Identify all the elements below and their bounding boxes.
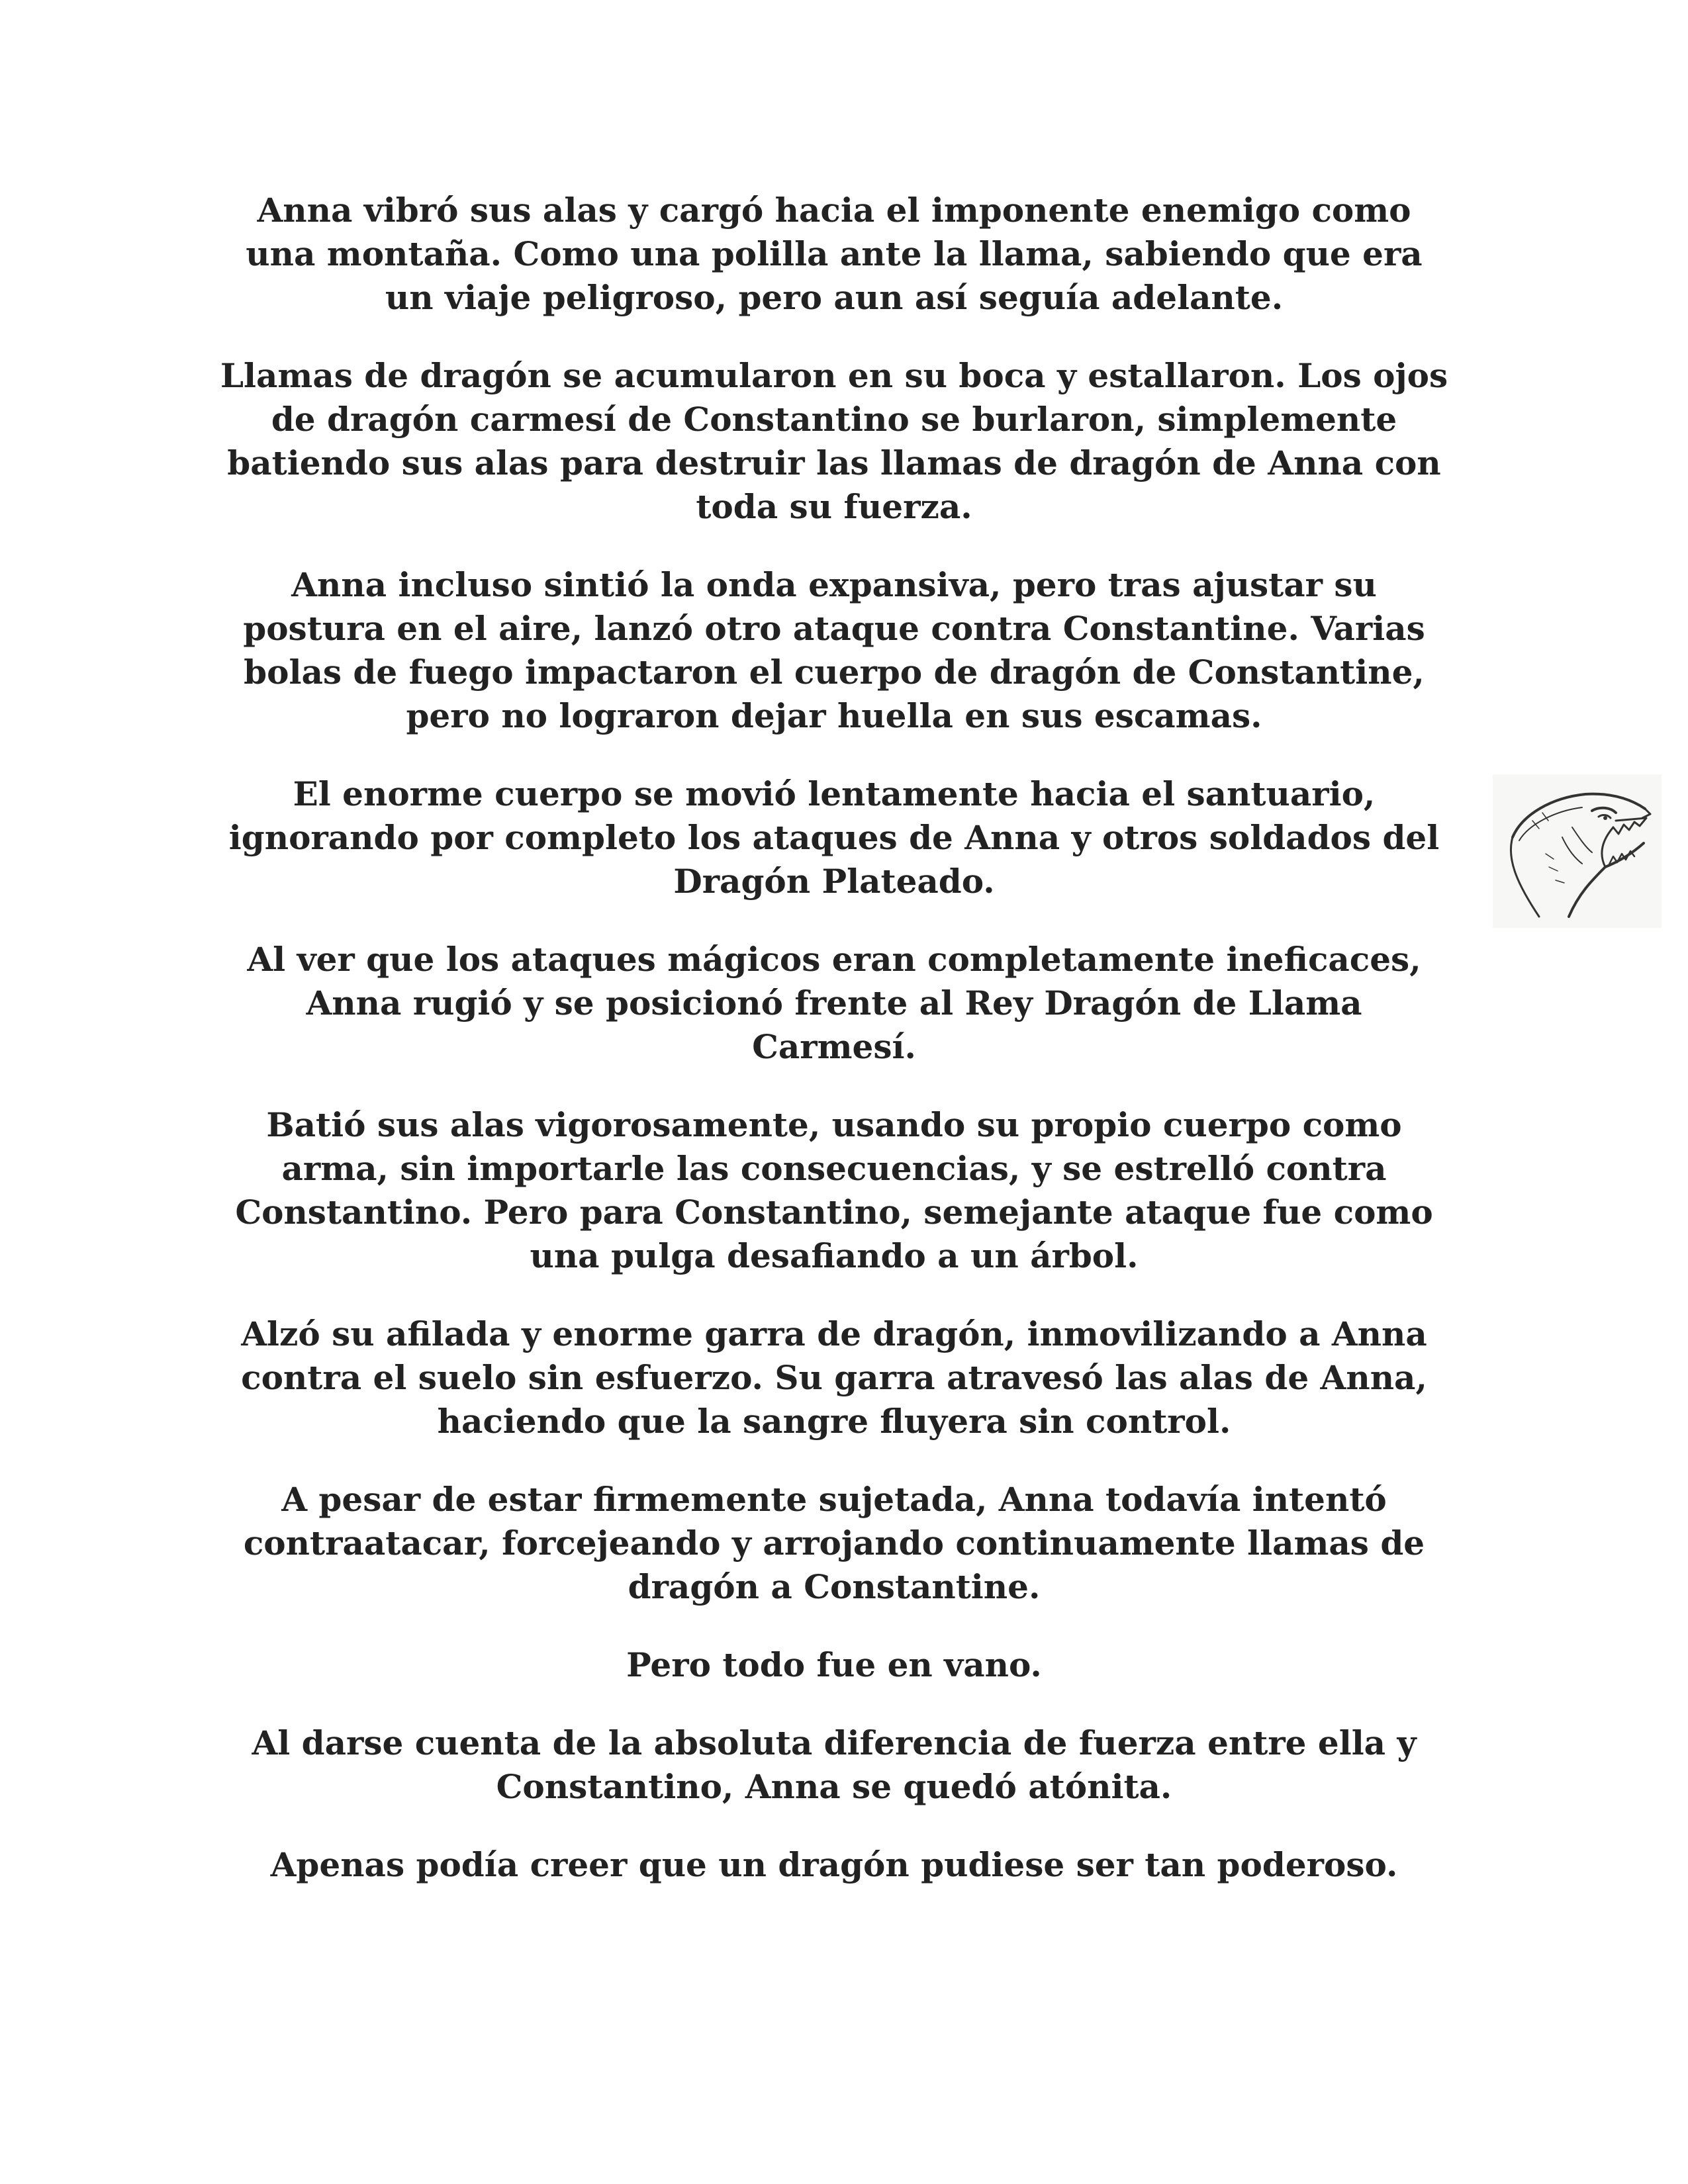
paragraph-1: Anna vibró sus alas y cargó hacia el imponente enemigo como una montaña. Como una polilla ante la llama, sabiendo que era un viaje peligroso, pero aun así seguía adelante. — [246, 191, 1423, 317]
paragraph-3: Anna incluso sintió la onda expansiva, pero tras ajustar su postura en el aire, lanzó otro ataque contra Constantine. Varias bolas de fuego impactaron el cuerpo de dragón de Constantine, pero no lograron dejar huella en sus escamas. — [243, 565, 1425, 735]
paragraph-8: A pesar de estar firmemente sujetada, Anna todavía intentó contraatacar, forcejeando y arrojando continuamente llamas de dragón a Constantine. — [243, 1480, 1425, 1606]
paragraph-5: Al ver que los ataques mágicos eran completamente ineficaces, Anna rugió y se posicionó frente al Rey Dragón de Llama Carmesí. — [247, 940, 1421, 1066]
paragraph-10: Al darse cuenta de la absoluta diferencia de fuerza entre ella y Constantino, Anna se quedó atónita. — [252, 1723, 1417, 1806]
paragraph-6: Batió sus alas vigorosamente, usando su propio cuerpo como arma, sin importarle las consecuencias, y se estrelló contra Constantino. Pero para Constantino, semejante ataque fue como una pulga desafiando a un árbol. — [235, 1105, 1433, 1275]
dragon-head-sketch-icon — [1493, 774, 1662, 928]
paragraph-2: Llamas de dragón se acumularon en su boca y estallaron. Los ojos de dragón carmesí de Constantino se burlaron, simplemente batiendo sus alas para destruir las llamas de dragón de Anna con toda su fuerza. — [220, 356, 1448, 526]
paragraph-7: Alzó su afilada y enorme garra de dragón, inmovilizando a Anna contra el suelo sin esfuerzo. Su garra atravesó las alas de Anna, haciendo que la sangre fluyera sin control. — [241, 1314, 1427, 1441]
story-text — [218, 189, 1450, 1921]
paragraph-4: El enorme cuerpo se movió lentamente hacia el santuario, ignorando por completo los ataques de Anna y otros soldados del Dragón Plateado. — [228, 774, 1440, 901]
paragraph-11: Apenas podía creer que un dragón pudiese ser tan poderoso. — [270, 1845, 1398, 1884]
paragraph-9: Pero todo fue en vano. — [626, 1645, 1042, 1684]
